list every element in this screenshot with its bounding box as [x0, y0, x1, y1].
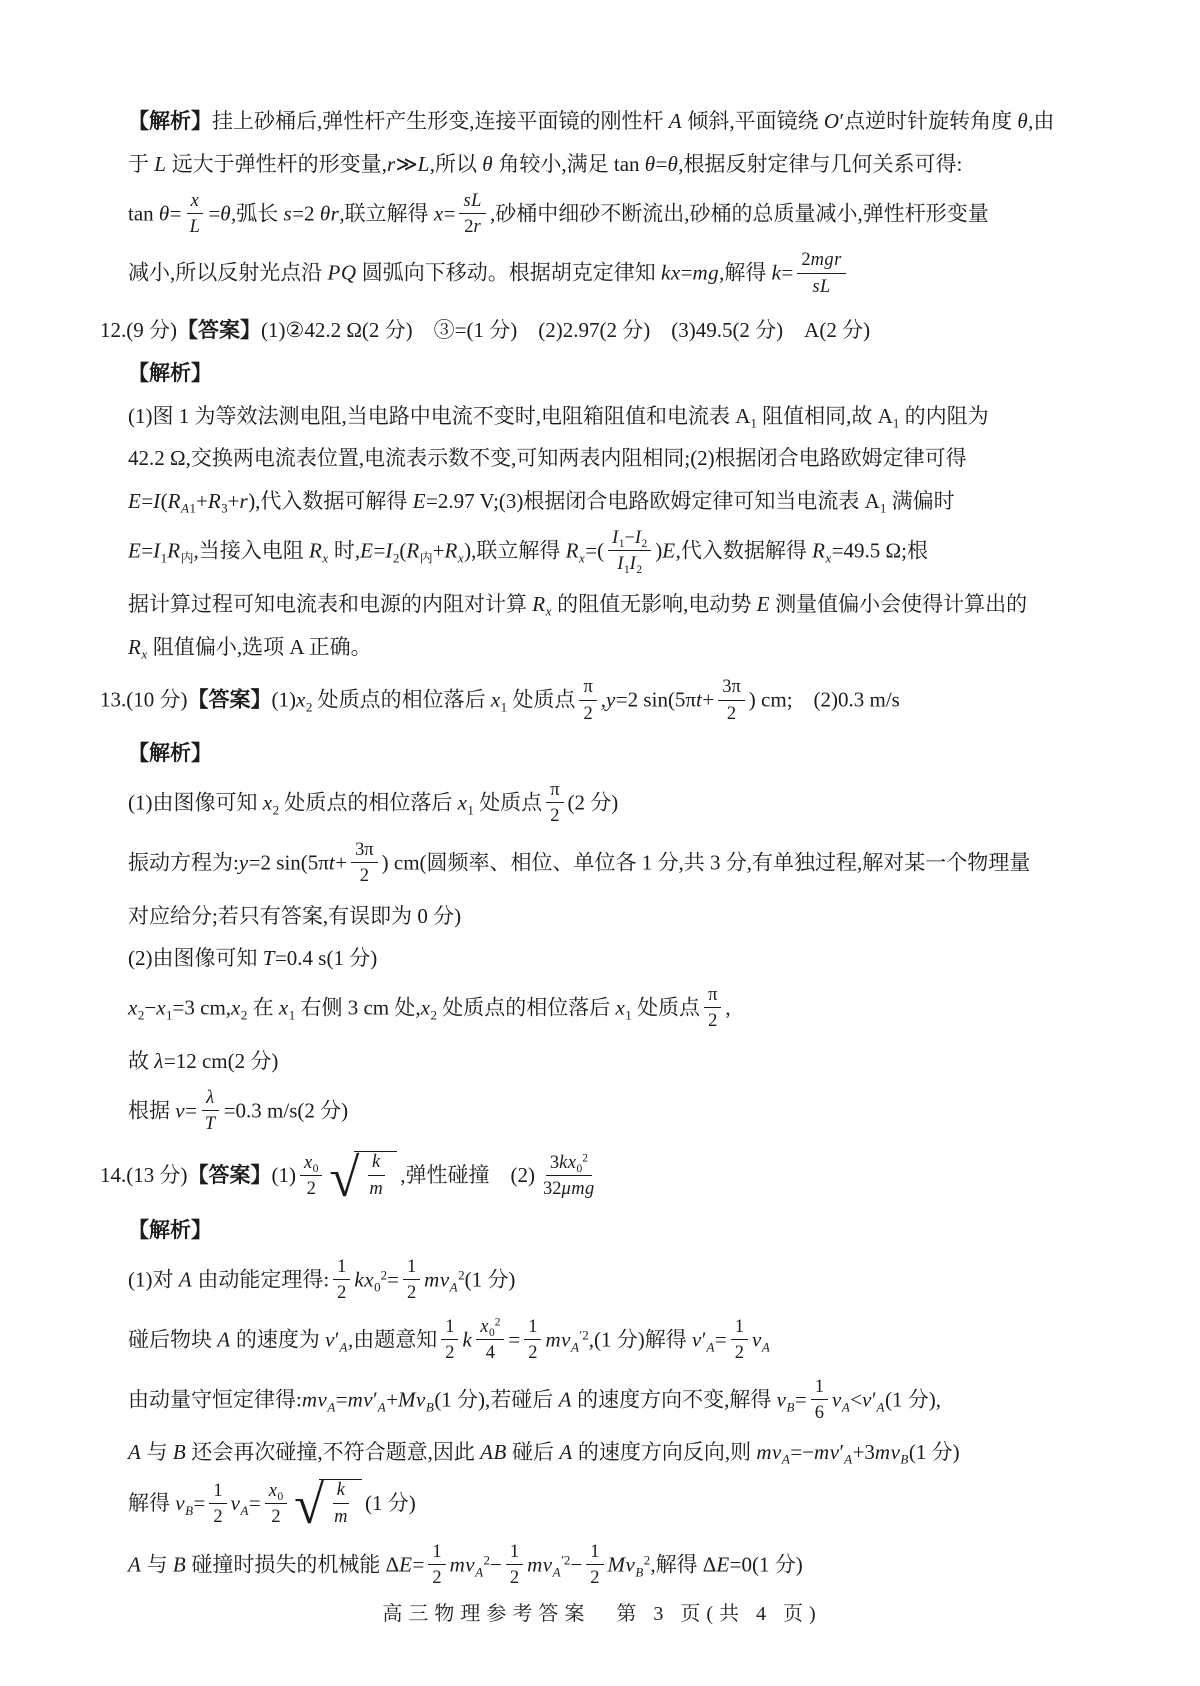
- analysis-header: 【解析】: [128, 741, 212, 766]
- fraction: $\frac{1}{2}$: [731, 1317, 748, 1363]
- text-line: 振动方程为:y=2 sin(5πt+ $\frac{3\pi}{2}$ ) cm(圆频率、相位、单位各 1 分,共 3 分,有单独过程,解对某一个物理量: [128, 838, 1031, 886]
- fraction: $\frac{1}{2}$: [428, 1542, 445, 1588]
- text-line: $E=I_1R_内$,当接入电阻 $R_x$ 时$,E=I_2(R_内+R_x)$,联立解得 $R_x=$( $\frac{I_1-I_2}{I_1I_2}$ )E,代入数据解得 $R_x=49.5$ Ω;根: [128, 526, 928, 577]
- text-line: 于 L 远大于弹性杆的形变量,r≫L,所以 θ 角较小,满足 tan θ=θ,根据反射定律与几何关系可得:: [128, 151, 963, 176]
- text-line: $E=I(R_{A1}+R_3+r)$,代入数据可解得 E=2.97 V;(3)根据闭合电路欧姆定律可知当电流表 $A_1$ 满偏时: [128, 489, 955, 516]
- radical-sign-icon: √: [329, 1146, 360, 1208]
- fraction: $\frac{1}{2}$: [506, 1542, 523, 1588]
- footer-text: 高三物理参考答案 第 3 页(共 4 页): [382, 1603, 822, 1625]
- fraction: $\frac{x_0^2}{4}$: [476, 1317, 504, 1363]
- fraction: $\frac{1}{2}$: [403, 1257, 420, 1303]
- document-lines: [100, 100, 1104, 1597]
- text-line: 由动量守恒定律得$:mv_A=mv'_A+Mv_B(1$ 分),若碰后 A 的速度方向不变,解得 $v_B=$ $\frac{1}{6}$ $v_A<v'_A(1$ 分),: [128, 1375, 941, 1423]
- fraction: $\frac{3kx_0^2}{\text{32μmg}}$: [542, 1151, 595, 1199]
- square-root: [294, 1474, 362, 1536]
- text-line: 根据 v= $\frac{\lambda}{T}$ =0.3 m/s(2 分): [128, 1086, 349, 1134]
- fraction: $\frac{x}{L}$: [186, 191, 205, 237]
- fraction: $\frac{1}{2}$: [441, 1317, 458, 1363]
- text-line: (1)对 A 由动能定理得: $\frac{1}{2}$ $kx_0^2=$ $\frac{1}{2}$ $mv_A^2(1$ 分): [128, 1256, 516, 1303]
- text-line: 减小,所以反射光点沿 PQ 圆弧向下移动。根据胡克定律知 kx=mg,解得 k= $\frac{\text{2mgr}}{sL}$: [128, 245, 1104, 305]
- fraction: $\frac{k}{m}$: [369, 1151, 384, 1198]
- text-line: $R_x$ 阻值偏小,选项 A 正确。: [128, 634, 372, 662]
- fraction: $\frac{sL}{2r}$: [459, 191, 485, 237]
- text-line: tan θ= $\frac{x}{L}$ =θ,弧长 s=2 θr,联立解得 x= $\frac{sL}{2r}$ ,砂桶中细砂不断流出,砂桶的总质量减小,弹性杆形变量: [128, 189, 989, 236]
- fraction: $\frac{I_1-I_2}{I_1I_2}$: [608, 528, 651, 574]
- fraction: $\frac{\text{2mgr}}{sL}$: [797, 250, 846, 296]
- fraction: $\frac{\pi}{2}$: [704, 985, 721, 1031]
- text-line: 对应给分;若只有答案,有误即为 0 分): [128, 903, 462, 928]
- fraction: $\frac{x_0}{2}$: [265, 1481, 287, 1527]
- text-line: 解得 $v_B=$ $\frac{1}{2}$ $v_A=$ $\frac{x_0}{2}$ √ $\frac{k}{m}$ (1 分): [128, 1474, 416, 1536]
- analysis-header: 【解析】: [128, 360, 212, 385]
- fraction: $\frac{\pi}{2}$: [546, 780, 563, 826]
- fraction: $\frac{1}{2}$: [586, 1542, 603, 1588]
- fraction: $\frac{1}{2}$: [524, 1317, 541, 1363]
- fraction: $\frac{k}{m}$: [334, 1479, 348, 1526]
- radical-sign-icon: √: [294, 1474, 325, 1536]
- text-line: 【解析】挂上砂桶后,弹性杆产生形变,连接平面镜的刚性杆 A 倾斜,平面镜绕 O′点逆时针旋转角度 θ,由: [128, 109, 1055, 133]
- text-line: (2)由图像可知 T=0.4 s(1 分): [128, 946, 378, 971]
- fraction: $\frac{x_0}{2}$: [300, 1153, 322, 1199]
- text-line: 故 λ=12 cm(2 分): [128, 1048, 279, 1073]
- text-line: $x_2-x_1=3$ $cm,x_2$ 在 $x_1$ 右侧 3 cm 处$,x_2$ 处质点的相位落后 $x_1$ 处质点 $\frac{\pi}{2}$ ,: [128, 984, 731, 1031]
- text-line: A 与 B 碰撞时损失的机械能 ΔE= $\frac{1}{2}$ $mv_A^2-$ $\frac{1}{2}$ $mv_A^{'2}-$ $\frac{1}{2}$ $Mv_B^2$,解得 ΔE=0(1 分): [128, 1541, 803, 1588]
- text-line: 碰后物块 A 的速度为 $v'_A$,由题意知 $\frac{1}{2}$ k $\frac{x_0^2}{4}$ = $\frac{1}{2}$ $mv_A^{'2},(1$ 分)解得 $v'_A=$ $\frac{1}{2}$ $v_A$: [128, 1315, 771, 1363]
- square-root: [329, 1146, 397, 1208]
- fraction: $\frac{3\pi}{2}$: [351, 840, 378, 886]
- fraction: $\frac{1}{2}$: [209, 1481, 226, 1527]
- fraction: $\frac{1}{2}$: [333, 1257, 350, 1303]
- fraction: $\frac{3\pi}{2}$: [718, 677, 745, 723]
- text-line: (1)由图像可知 $x_2$ 处质点的相位落后 $x_1$ 处质点 $\frac{\pi}{2}$ (2 分): [128, 778, 619, 826]
- analysis-header: 【解析】: [128, 1218, 212, 1243]
- fraction: $\frac{\pi}{2}$: [579, 677, 596, 723]
- page-footer: [100, 1597, 1104, 1638]
- text-line: 42.2 Ω,交换两电流表位置,电流表示数不变,可知两表内阻相同;(2)根据闭合电路欧姆定律可得: [128, 446, 967, 471]
- text-line: A 与 B 还会再次碰撞,不符合题意,因此 AB 碰后 A 的速度方向反向,则 $mv_A=-mv'_A+3mv_B(1$ 分): [128, 1440, 960, 1468]
- text-line: 据计算过程可知电流表和电源的内阻对计算 $R_x$ 的阻值无影响,电动势 E 测量值偏小会使得计算出的: [128, 591, 1028, 619]
- fraction: $\frac{\lambda}{T}$: [201, 1088, 220, 1134]
- text-line: (1)图 1 为等效法测电阻,当电路中电流不变时,电阻箱阻值和电流表 $A_1$ 阻值相同,故 $A_1$ 的内阻为: [128, 403, 989, 431]
- question-answer-line: 12.(9 分)【答案】(1)②42.2 Ω(2 分) ③=(1 分) (2)2.97(2 分) (3)49.5(2 分) A(2 分): [100, 318, 871, 343]
- fraction: $\frac{1}{6}$: [811, 1377, 828, 1423]
- question-answer-line: 13.(10 分)【答案】$(1)x_2$ 处质点的相位落后 $x_1$ 处质点 $\frac{\pi}{2}$ ,y=2 sin(5πt+ $\frac{3\pi}{2}$ ) cm; (2)0.3 m/s: [100, 676, 900, 723]
- question-answer-line: 14.(13 分)【答案】(1) $\frac{x_0}{2}$ √ $\frac{k}{m}$ ,弹性碰撞 (2) $\frac{3kx_0^2}{\text{32μmg}}$: [100, 1146, 1104, 1209]
